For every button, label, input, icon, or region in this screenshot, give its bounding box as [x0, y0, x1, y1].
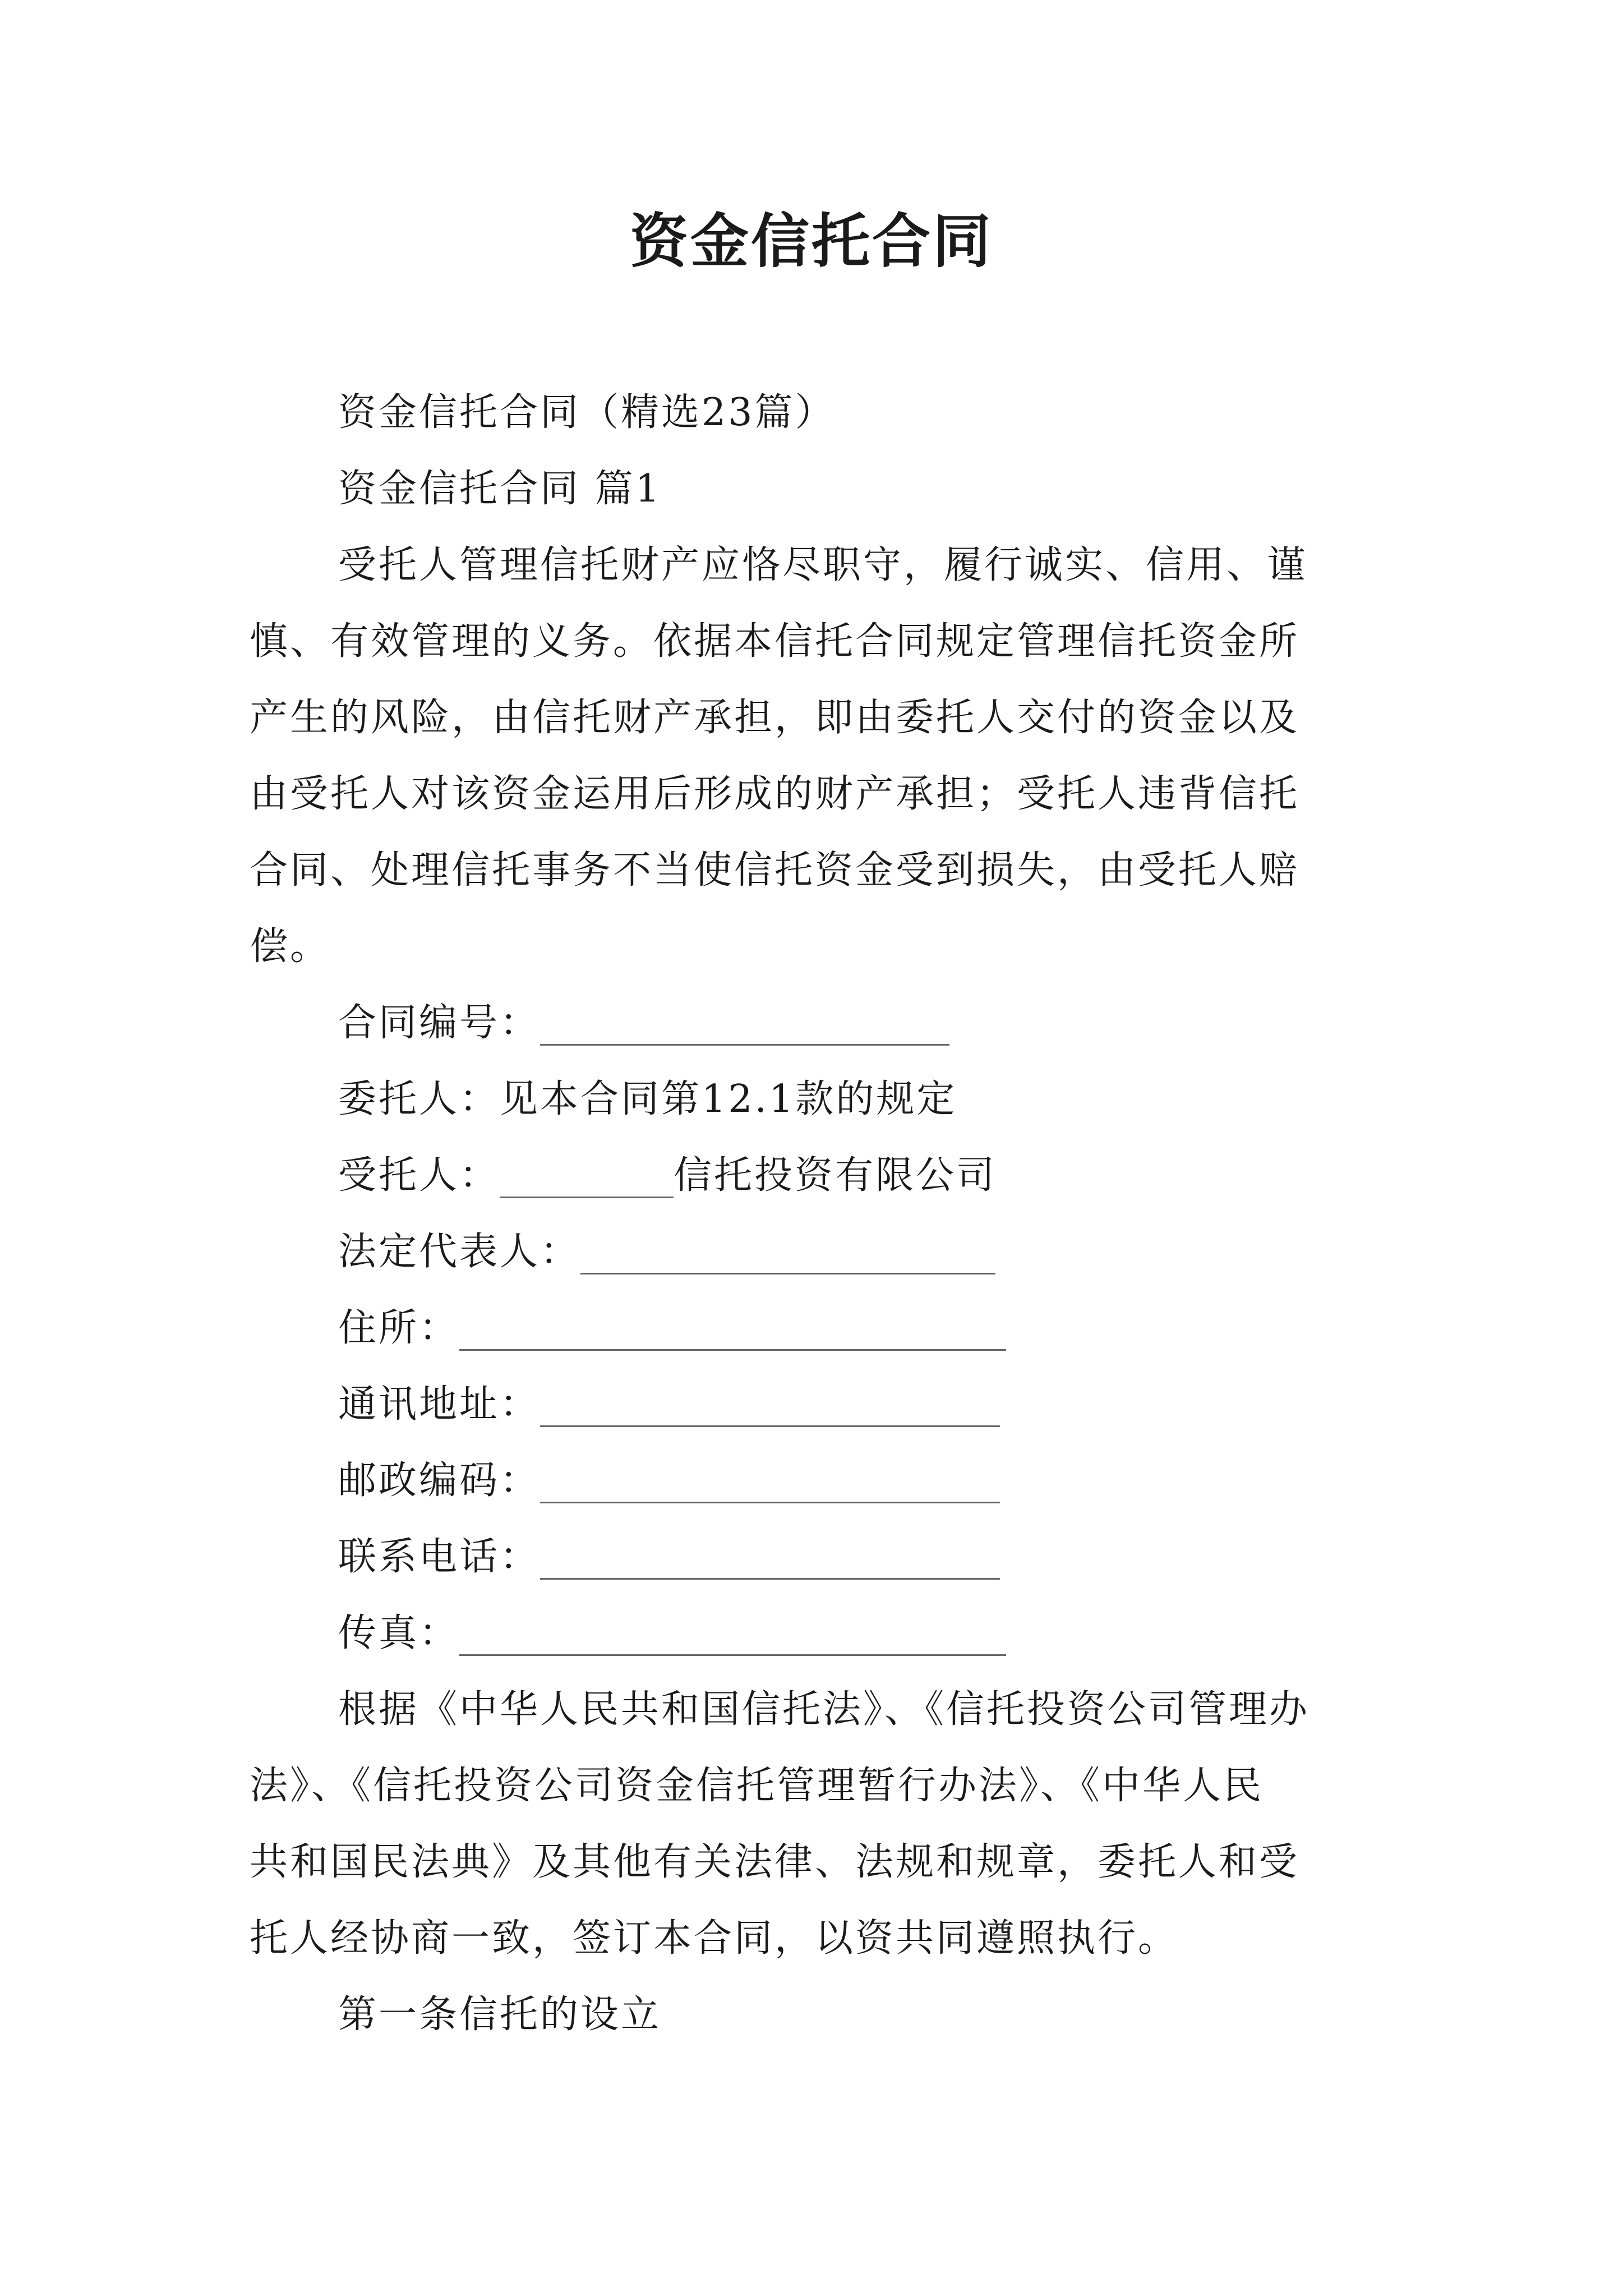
field-label: 传真：: [338, 1611, 460, 1655]
paragraph-line: 产生的风险，由信托财产承担，即由委托人交付的资金以及: [250, 696, 1300, 740]
field-label: 联系电话：: [338, 1535, 541, 1579]
paragraph-line: 合同、处理信托事务不当使信托资金受到损失，由受托人赔: [250, 848, 1300, 892]
field-label: 受托人：: [338, 1153, 500, 1198]
postcode-blank: [540, 1479, 1000, 1503]
paragraph-line: 法》、《信托投资公司资金信托管理暂行办法》、《中华人民: [250, 1764, 1264, 1808]
paragraph-line: 受托人管理信托财产应恪尽职守，履行诚实、信用、谨: [338, 543, 1308, 587]
paragraph-line: 慎、有效管理的义务。依据本信托合同规定管理信托资金所: [250, 619, 1300, 664]
section-heading: 资金信托合同 篇1: [338, 467, 662, 511]
trustee-blank: [500, 1174, 674, 1198]
article-heading: 第一条信托的设立: [338, 1993, 662, 2037]
field-label: 委托人：见本合同第12.1款的规定: [338, 1077, 957, 1121]
paragraph-line: 由受托人对该资金运用后形成的财产承担；受托人违背信托: [250, 772, 1300, 816]
field-label: 合同编号：: [338, 1001, 541, 1045]
field-label: 邮政编码：: [338, 1458, 541, 1503]
field-phone: [250, 1519, 1388, 1595]
fax-blank: [459, 1632, 1006, 1656]
field-postcode: [250, 1443, 1388, 1519]
address-blank: [459, 1327, 1006, 1351]
document-subtitle: 资金信托合同（精选23篇）: [338, 390, 836, 435]
field-fax: [250, 1595, 1388, 1672]
phone-blank: [540, 1556, 1000, 1580]
field-trustee: [250, 1138, 1388, 1214]
contract-no-blank: [540, 1022, 949, 1046]
field-trustor: [250, 1061, 1388, 1138]
document-body: [250, 375, 1388, 2053]
paragraph-trustee-duties: [250, 527, 1388, 985]
legal-rep-blank: [580, 1250, 995, 1274]
field-legal-rep: [250, 1214, 1388, 1290]
field-label: 通讯地址：: [338, 1382, 541, 1427]
paragraph-legal-basis: [250, 1672, 1388, 1977]
paragraph-line: 托人经协商一致，签订本合同，以资共同遵照执行。: [250, 1916, 1179, 1961]
field-address: [250, 1290, 1388, 1366]
trustee-suffix: 信托投资有限公司: [674, 1153, 997, 1198]
paragraph-line: 共和国民法典》及其他有关法律、法规和规章，委托人和受: [250, 1840, 1300, 1884]
field-label: 住所：: [338, 1306, 460, 1350]
document-title: 资金信托合同: [629, 207, 993, 275]
paragraph-line: 偿。: [250, 924, 331, 969]
paragraph-line: 根据《中华人民共和国信托法》、《信托投资公司管理办: [338, 1687, 1310, 1732]
mail-address-blank: [540, 1403, 1000, 1427]
field-contract-no: [250, 985, 1388, 1061]
field-label: 法定代表人：: [338, 1230, 581, 1274]
field-mail-address: [250, 1366, 1388, 1443]
